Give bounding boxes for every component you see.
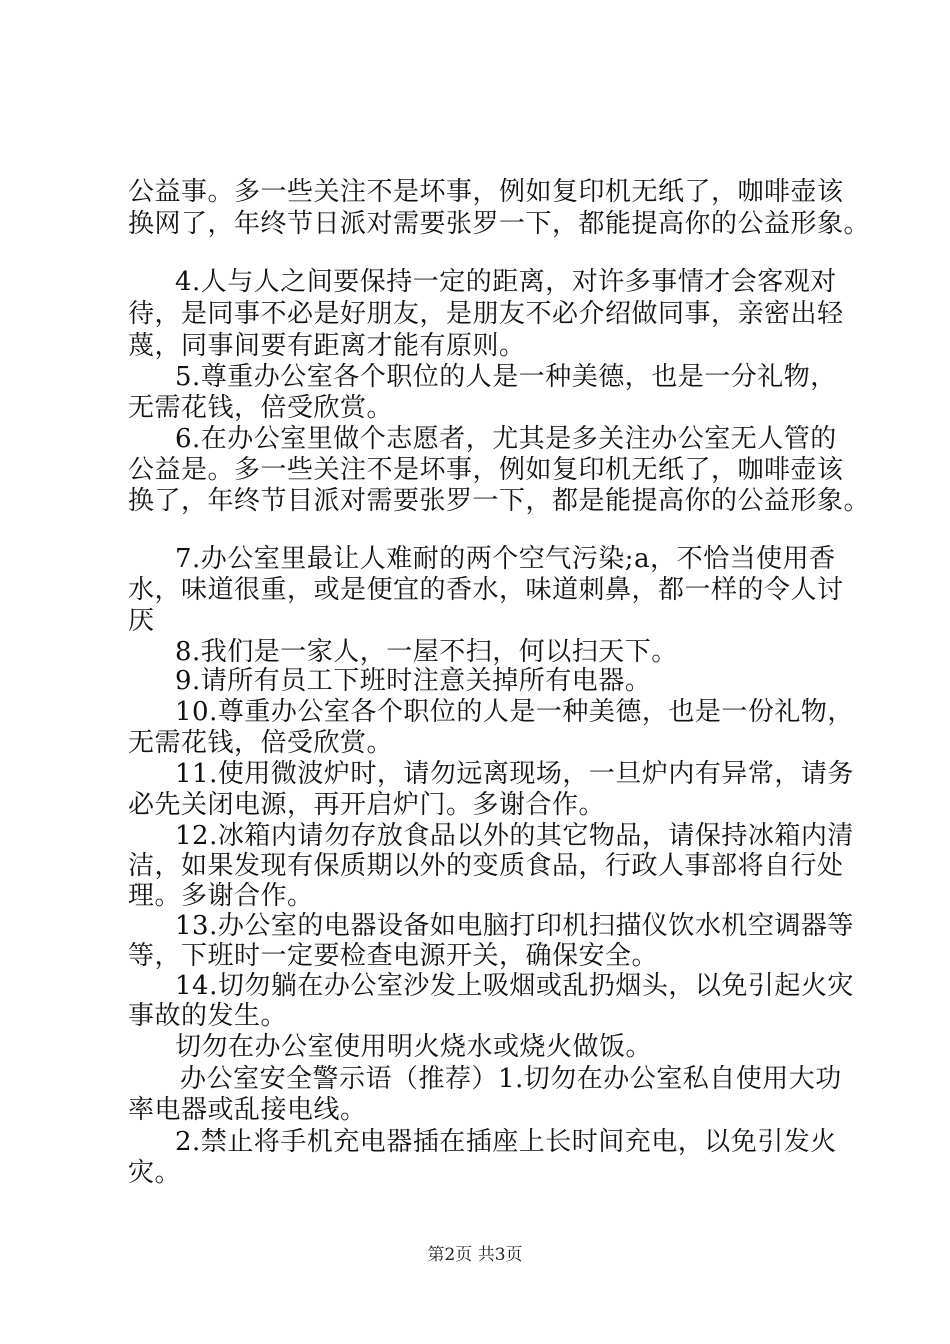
page-footer [0,1243,950,1267]
page-number-label: 第2页 共3页 [427,1245,523,1265]
text-line: 13.办公室的电器设备如电脑打印机扫描仪饮水机空调器等 [175,911,854,941]
text-line: 水，味道很重，或是便宜的香水，味道刺鼻，都一样的令人讨 [128,575,844,605]
text-line: 无需花钱，倍受欣赏。 [128,728,394,758]
text-line: 理。多谢合作。 [128,881,314,911]
text-line: 无需花钱，倍受欣赏。 [128,393,394,423]
text-line: 切勿在办公室使用明火烧水或烧火做饭。 [175,1032,653,1062]
text-line: 率电器或乱接电线。 [128,1095,367,1125]
text-line: 办公室安全警示语（推荐）1.切勿在办公室私自使用大功 [180,1064,842,1094]
text-line: 9.请所有员工下班时注意关掉所有电器。 [175,666,652,696]
text-line: 8.我们是一家人，一屋不扫，何以扫天下。 [175,637,678,667]
text-line: 换网了，年终节日派对需要张罗一下，都能提高你的公益形象。 [128,209,871,239]
text-line: 换了，年终节目派对需要张罗一下，都是能提高你的公益形象。 [128,486,871,516]
text-line: 6.在办公室里做个志愿者，尤其是多关注办公室无人管的 [175,424,837,454]
text-line: 14.切勿躺在办公室沙发上吸烟或乱扔烟头，以免引起火灾 [175,971,854,1001]
text-line: 5.尊重办公室各个职位的人是一种美德，也是一分礼物， [175,362,837,392]
text-line: 公益是。多一些关注不是坏事，例如复印机无纸了，咖啡壶该 [128,455,844,485]
text-line: 厌 [128,606,155,636]
text-line: 洁，如果发现有保质期以外的变质食品，行政人事部将自行处 [128,851,844,881]
text-line: 等，下班时一定要检查电源开关，确保安全。 [128,941,659,971]
text-line: 4.人与人之间要保持一定的距离，对许多事情才会客观对 [175,267,837,297]
text-line: 12.冰箱内请勿存放食品以外的其它物品，请保持冰箱内清 [175,821,854,851]
text-line: 待，是同事不必是好朋友，是朋友不必介绍做同事，亲密出轻 [128,299,844,329]
text-line: 蔑，同事间要有距离才能有原则。 [128,331,526,361]
text-line: 7.办公室里最让人难耐的两个空气污染;a，不恰当使用香 [175,544,836,574]
text-line: 2.禁止将手机充电器插在插座上长时间充电，以免引发火 [175,1127,837,1157]
text-line: 灾。 [128,1158,182,1188]
text-line: 必先关闭电源，再开启炉门。多谢合作。 [128,790,606,820]
text-line: 11.使用微波炉时，请勿远离现场，一旦炉内有异常，请务 [175,759,854,789]
text-line: 公益事。多一些关注不是坏事，例如复印机无纸了，咖啡壶该 [128,177,844,207]
text-line: 事故的发生。 [128,1001,288,1031]
text-line: 10.尊重办公室各个职位的人是一种美德，也是一份礼物， [175,697,854,727]
